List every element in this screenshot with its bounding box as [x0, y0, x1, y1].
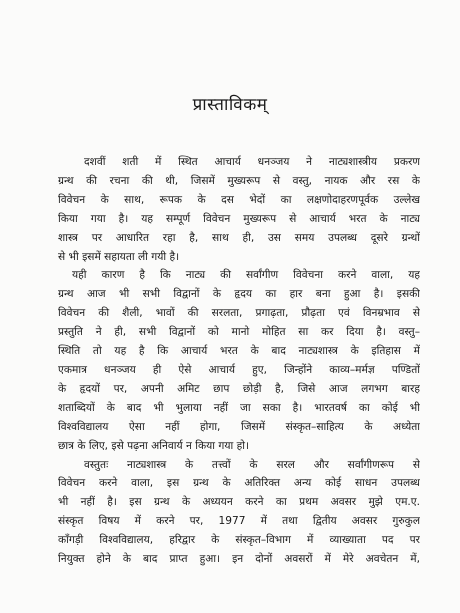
text-line: एकमात्र धनञ्जय ही ऐसे आचार्य हुए, जिन्होंने काव्य–मर्मज्ञ पण्डितों — [58, 363, 420, 376]
text-line: विवेचन के साथ, रूपक के दस भेदों का लक्षणोदाहरणपूर्वक उल्लेख — [58, 193, 420, 206]
page-title: प्रास्ताविकम् — [192, 95, 268, 115]
text-line: यही कारण है कि नाट्य की सर्वांगीण विवेचना करने वाला, यह — [72, 269, 420, 282]
text-line: ग्रन्थ की रचना की थी, जिसमें मुख्यरूप से वस्तु, नायक और रस के — [58, 174, 420, 187]
text-line: विश्वविद्यालय ऐसा नहीं होगा, जिसमें संस्कृत–साहित्य के अध्येता — [58, 420, 420, 433]
text-line: नियुक्त होने के बाद प्राप्त हुआ। इन दोनों अवसरों में मेरे अवचेतन में, — [58, 553, 420, 566]
text-line: से भी इसमें सहायता ली गयी है। — [58, 250, 180, 263]
text-line: छात्र के लिए, इसे पढ़ना अनिवार्य न किया गया हो। — [58, 439, 249, 452]
text-line: शास्त्र पर आधारित रहा है, साथ ही, उस समय उपलब्ध दूसरे ग्रन्थों — [58, 231, 420, 244]
text-line: के हृदयों पर, अपनी अमिट छाप छोड़ी है, जिसे आज लगभग बारह — [58, 382, 420, 395]
text-line: प्रस्तुति ने ही, सभी विद्वानों को मानो मोहित सा कर दिया है। वस्तु– — [58, 326, 420, 339]
text-line: वस्तुतः नाट्यशास्त्र के तत्त्वों के सरल और सर्वांगीणरूप से — [84, 458, 420, 471]
text-line: स्थिति तो यह है कि आचार्य भरत के बाद नाट्यशास्त्र के इतिहास में — [58, 345, 420, 358]
text-line: दशवीं शती में स्थित आचार्य धनञ्जय ने नाट्यशास्त्रीय प्रकरण — [84, 156, 420, 168]
text-line: काँगड़ी विश्वविद्यालय, हरिद्वार के संस्कृत–विभाग में व्याख्याता पद पर — [58, 534, 420, 547]
text-line: संस्कृत विषय में करने पर, 1977 में तथा द्वितीय अवसर गुरुकुल — [58, 515, 420, 528]
text-line: शताब्दियों के बाद भी भुलाया नहीं जा सका है। भारतवर्ष का कोई भी — [58, 401, 420, 414]
body-text — [58, 153, 420, 569]
text-line: विवेचन की शैली, भावों की सरलता, प्रगाढ़ता, प्रौढ़ता एवं विनम्रभाव से — [58, 307, 420, 320]
text-line: ग्रन्थ आज भी सभी विद्वानों के हृदय का हार बना हुआ है। इसकी — [58, 288, 420, 301]
text-line: किया गया है। यह सम्पूर्ण विवेचन मुख्यरूप से आचार्य भरत के नाट्य — [58, 212, 420, 225]
text-line: भी नहीं है। इस ग्रन्थ के अध्ययन करने का प्रथम अवसर मुझे एम.ए. — [58, 496, 420, 509]
text-line: विवेचन करने वाला, इस ग्रन्थ के अतिरिक्त अन्य कोई साधन उपलब्ध — [58, 477, 420, 490]
